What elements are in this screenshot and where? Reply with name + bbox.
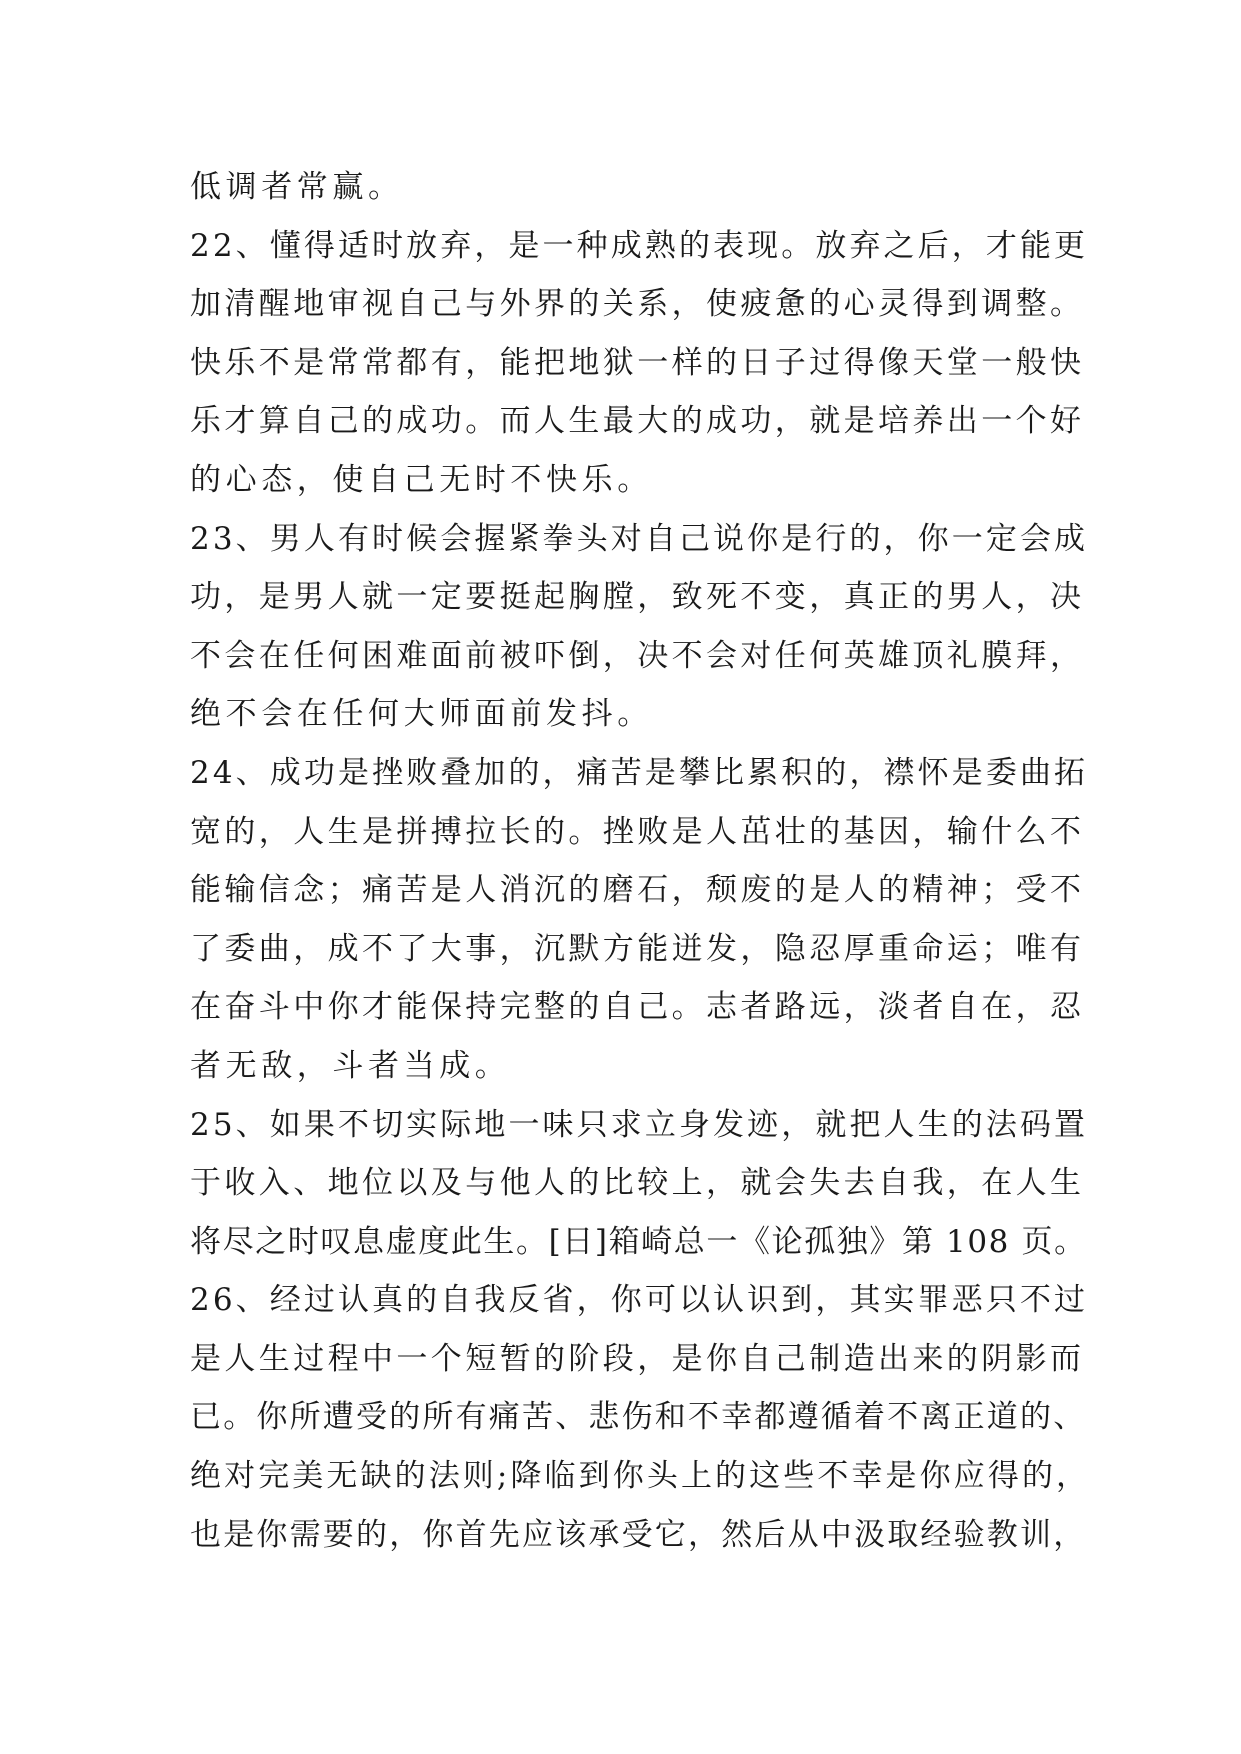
- text-line: 绝不会在任何大师面前发抖。: [190, 696, 653, 733]
- text-line: 加清醒地审视自己与外界的关系，使疲惫的心灵得到调整。: [190, 286, 1085, 323]
- text-line: 25、如果不切实际地一味只求立身发迹，就把人生的法码置: [190, 1106, 1089, 1143]
- text-line: 宽的，人生是拼搏拉长的。挫败是人茁壮的基因，输什么不: [190, 813, 1085, 850]
- text-line: 快乐不是常常都有，能把地狱一样的日子过得像天堂一般快: [190, 344, 1085, 381]
- text-line: 24、成功是挫败叠加的，痛苦是攀比累积的，襟怀是委曲拓: [190, 754, 1089, 791]
- text-line: 26、经过认真的自我反省，你可以认识到，其实罪恶只不过: [190, 1282, 1089, 1319]
- text-line: 能输信念；痛苦是人消沉的磨石，颓废的是人的精神；受不: [190, 872, 1085, 909]
- text-line: 将尽之时叹息虚度此生。[日]箱崎总一《论孤独》第 108 页。: [190, 1223, 1087, 1260]
- text-line: 了委曲，成不了大事，沉默方能迸发，隐忍厚重命运；唯有: [190, 930, 1085, 967]
- text-line: 功，是男人就一定要挺起胸膛，致死不变，真正的男人，决: [190, 579, 1085, 616]
- body-text: [190, 158, 1091, 1564]
- text-line: 不会在任何困难面前被吓倒，决不会对任何英雄顶礼膜拜，: [190, 637, 1085, 674]
- text-line: 低调者常赢。: [190, 169, 404, 205]
- text-line: 也是你需要的，你首先应该承受它，然后从中汲取经验教训，: [190, 1516, 1087, 1553]
- text-line: 是人生过程中一个短暂的阶段，是你自己制造出来的阴影而: [190, 1340, 1085, 1377]
- text-line: 绝对完美无缺的法则;降临到你头上的这些不幸是你应得的，: [190, 1458, 1091, 1495]
- text-line: 乐才算自己的成功。而人生最大的成功，就是培养出一个好: [190, 403, 1085, 440]
- text-line: 已。你所遭受的所有痛苦、悲伤和不幸都遵循着不离正道的、: [190, 1399, 1087, 1436]
- text-line: 的心态，使自己无时不快乐。: [190, 461, 653, 498]
- text-line: 于收入、地位以及与他人的比较上，就会失去自我，在人生: [190, 1165, 1085, 1202]
- text-line: 者无敌，斗者当成。: [190, 1047, 511, 1084]
- text-line: 23、男人有时候会握紧拳头对自己说你是行的，你一定会成: [190, 520, 1089, 557]
- text-line: 在奋斗中你才能保持完整的自己。志者路远，淡者自在，忍: [190, 989, 1085, 1026]
- text-line: 22、懂得适时放弃，是一种成熟的表现。放弃之后，才能更: [190, 227, 1089, 264]
